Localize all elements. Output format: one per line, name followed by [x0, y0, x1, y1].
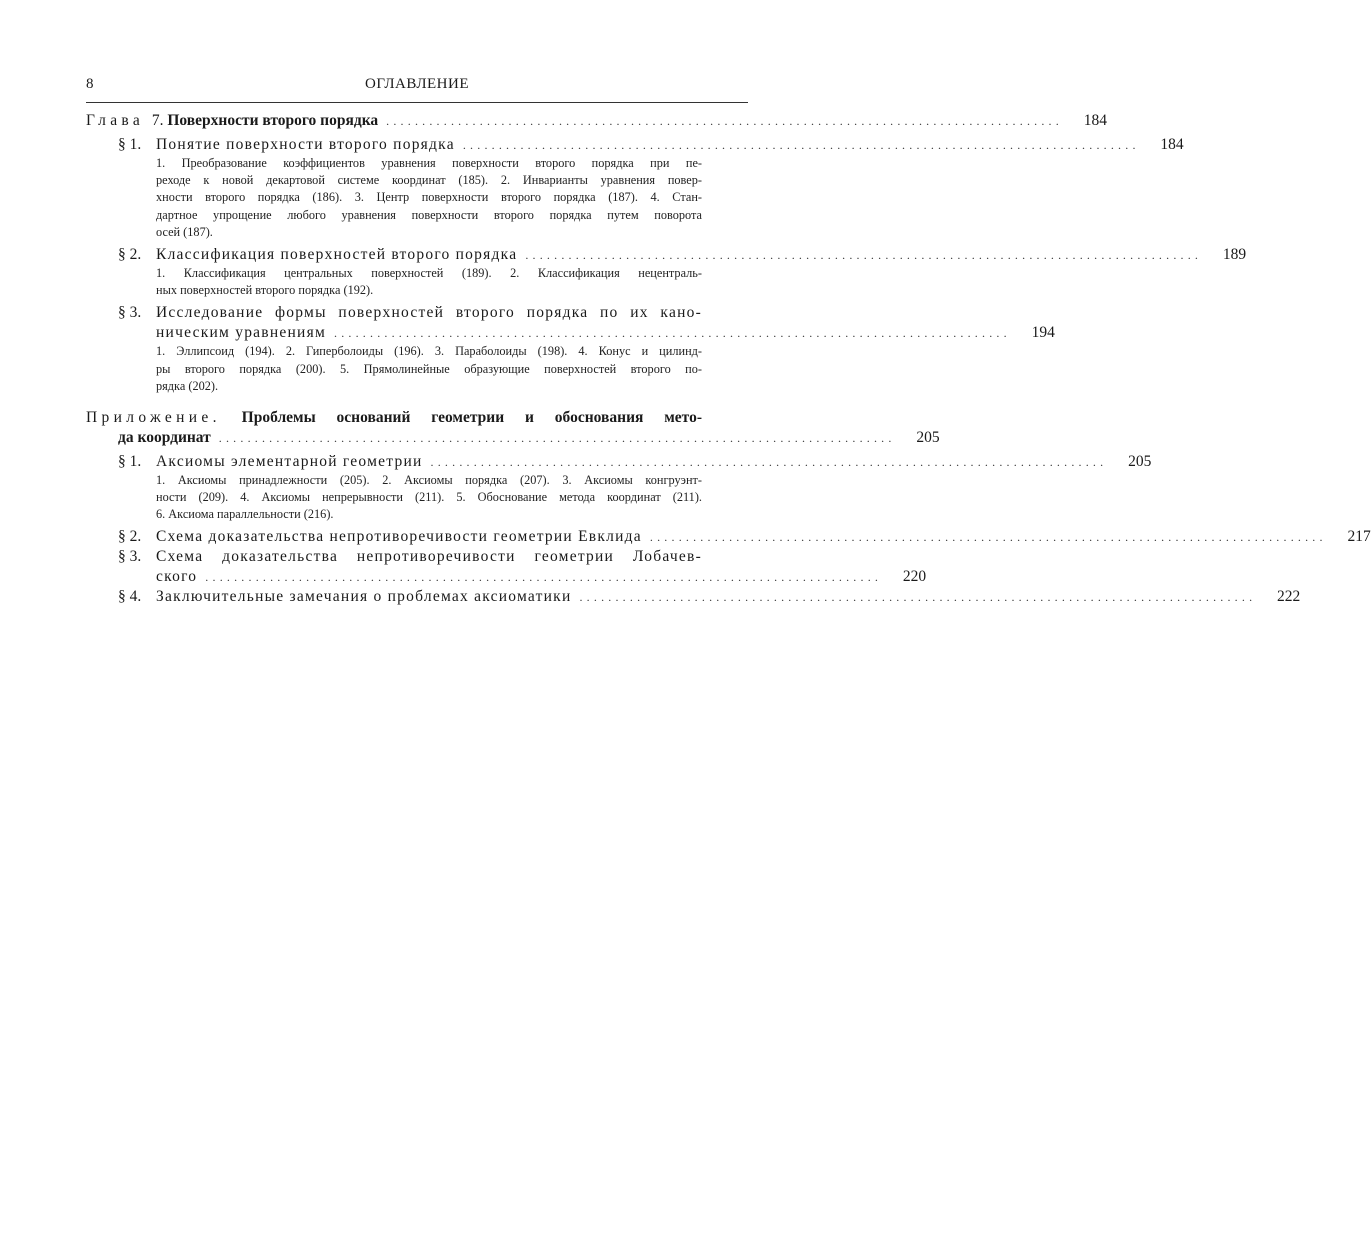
section-title: Понятие поверхности второго порядка	[156, 136, 455, 153]
section-title-cont: ского	[156, 568, 198, 586]
page-ref: 222	[1277, 588, 1301, 606]
section-mark: § 4.	[118, 588, 142, 606]
section-title: Заключительные замечания о проблемах аксиоматики	[156, 588, 572, 606]
chapter-label: Глава	[86, 112, 145, 129]
description-line: 1. Преобразование коэффициентов уравнения поверхности второго порядка при пе-	[156, 156, 702, 170]
page-ref: 217	[1347, 528, 1371, 546]
section-mark: § 1.	[118, 136, 142, 153]
section-title: Исследование формы поверхностей второго порядка по их кано-	[156, 304, 702, 322]
dot-leader: ..............................................................................................	[579, 590, 1257, 605]
section-description	[156, 472, 702, 524]
toc-entry-section[interactable]	[86, 527, 1371, 547]
section-description	[156, 343, 702, 395]
section-mark: § 2.	[118, 245, 142, 263]
dot-leader: ..............................................................................................	[649, 530, 1327, 545]
description-line: 1. Эллипсоид (194). 2. Гиперболоиды (196). 3. Параболоиды (198). 4. Конус и цилинд-	[156, 344, 702, 359]
description-line: 1. Классификация центральных поверхностей (189). 2. Классификация нецентраль-	[156, 265, 702, 280]
running-head	[86, 76, 748, 96]
dot-leader: ..............................................................................................	[334, 326, 1011, 341]
description-line: рядка (202).	[156, 378, 219, 393]
section-title-cont: ническим уравнениям	[156, 324, 326, 342]
header-rule	[86, 102, 748, 103]
table-of-contents	[86, 108, 1371, 607]
page-ref: 220	[902, 568, 927, 586]
toc-entry-section[interactable]	[86, 452, 1152, 472]
section-mark: § 2.	[118, 528, 142, 546]
page-ref: 205	[1128, 452, 1152, 470]
page-ref: 205	[916, 428, 940, 446]
description-line: ности (209). 4. Аксиомы непрерывности (211). 5. Обоснование метода координат (211).	[156, 490, 702, 505]
section-title: Классификация поверхностей второго порядка	[156, 245, 518, 263]
dot-leader: ..............................................................................................	[525, 247, 1203, 262]
appendix-title-cont: да координат	[118, 428, 211, 446]
description-line: ры второго порядка (200). 5. Прямолинейные образующие поверхностей второго по-	[156, 361, 702, 376]
section-title: Схема доказательства непротиворечивости геометрии Евклида	[156, 528, 642, 546]
toc-entry-section[interactable]	[86, 245, 1247, 265]
description-line: ных поверхностей второго порядка (192).	[156, 283, 374, 298]
description-line: хности второго порядка (186). 3. Центр поверхности второго порядка (187). 4. Стан-	[156, 190, 702, 205]
page-ref: 184	[1160, 136, 1184, 153]
appendix-title: Проблемы оснований геометрии и обоснования мето-	[241, 408, 702, 426]
toc-entry-section[interactable]	[86, 135, 1184, 155]
section-mark: § 1.	[118, 452, 142, 470]
chapter-number: 7.	[151, 112, 164, 129]
section-description	[156, 265, 702, 299]
dot-leader: ..............................................................................................	[218, 430, 896, 445]
page-number: 8	[86, 76, 94, 92]
toc-entry-section-cont[interactable]	[86, 323, 1055, 343]
toc-entry-section-cont[interactable]	[86, 567, 927, 587]
description-line: реходе к новой декартовой системе координат (185). 2. Инварианты уравнения повер-	[156, 173, 702, 188]
section-description	[156, 155, 702, 241]
dot-leader: ..............................................................................................	[205, 570, 883, 585]
description-line: осей (187).	[156, 224, 213, 239]
description-line: 6. Аксиома параллельности (216).	[156, 507, 334, 522]
chapter-title: Поверхности второго порядка	[167, 112, 379, 129]
description-line: дартное упрощение любого уравнения поверхности второго порядка путем поворота	[156, 207, 702, 222]
description-line: 1. Аксиомы принадлежности (205). 2. Аксиомы порядка (207). 3. Аксиомы конгруэнт-	[156, 472, 702, 487]
toc-entry-appendix[interactable]	[86, 408, 702, 428]
dot-leader: ..............................................................................................	[462, 138, 1140, 152]
toc-entry-section[interactable]	[86, 587, 1301, 607]
dot-leader: ..............................................................................................	[430, 454, 1108, 469]
section-mark: § 3.	[118, 548, 142, 566]
toc-page	[86, 0, 1371, 1253]
page-ref: 184	[1083, 112, 1107, 129]
section-title: Схема доказательства непротиворечивости геометрии Лобачев-	[156, 548, 702, 566]
toc-entry-appendix-cont[interactable]	[86, 428, 940, 448]
section-title: Аксиомы элементарной геометрии	[156, 452, 423, 470]
toc-entry-section[interactable]	[86, 547, 748, 567]
page-title: ОГЛАВЛЕНИЕ	[365, 76, 469, 92]
page-ref: 194	[1031, 324, 1055, 342]
toc-entry-chapter-7[interactable]	[86, 111, 1107, 131]
toc-entry-section[interactable]	[86, 303, 748, 323]
page-ref: 189	[1222, 245, 1247, 263]
dot-leader: ..............................................................................................	[386, 114, 1063, 128]
appendix-label: Приложение.	[86, 408, 221, 426]
section-mark: § 3.	[118, 304, 142, 322]
